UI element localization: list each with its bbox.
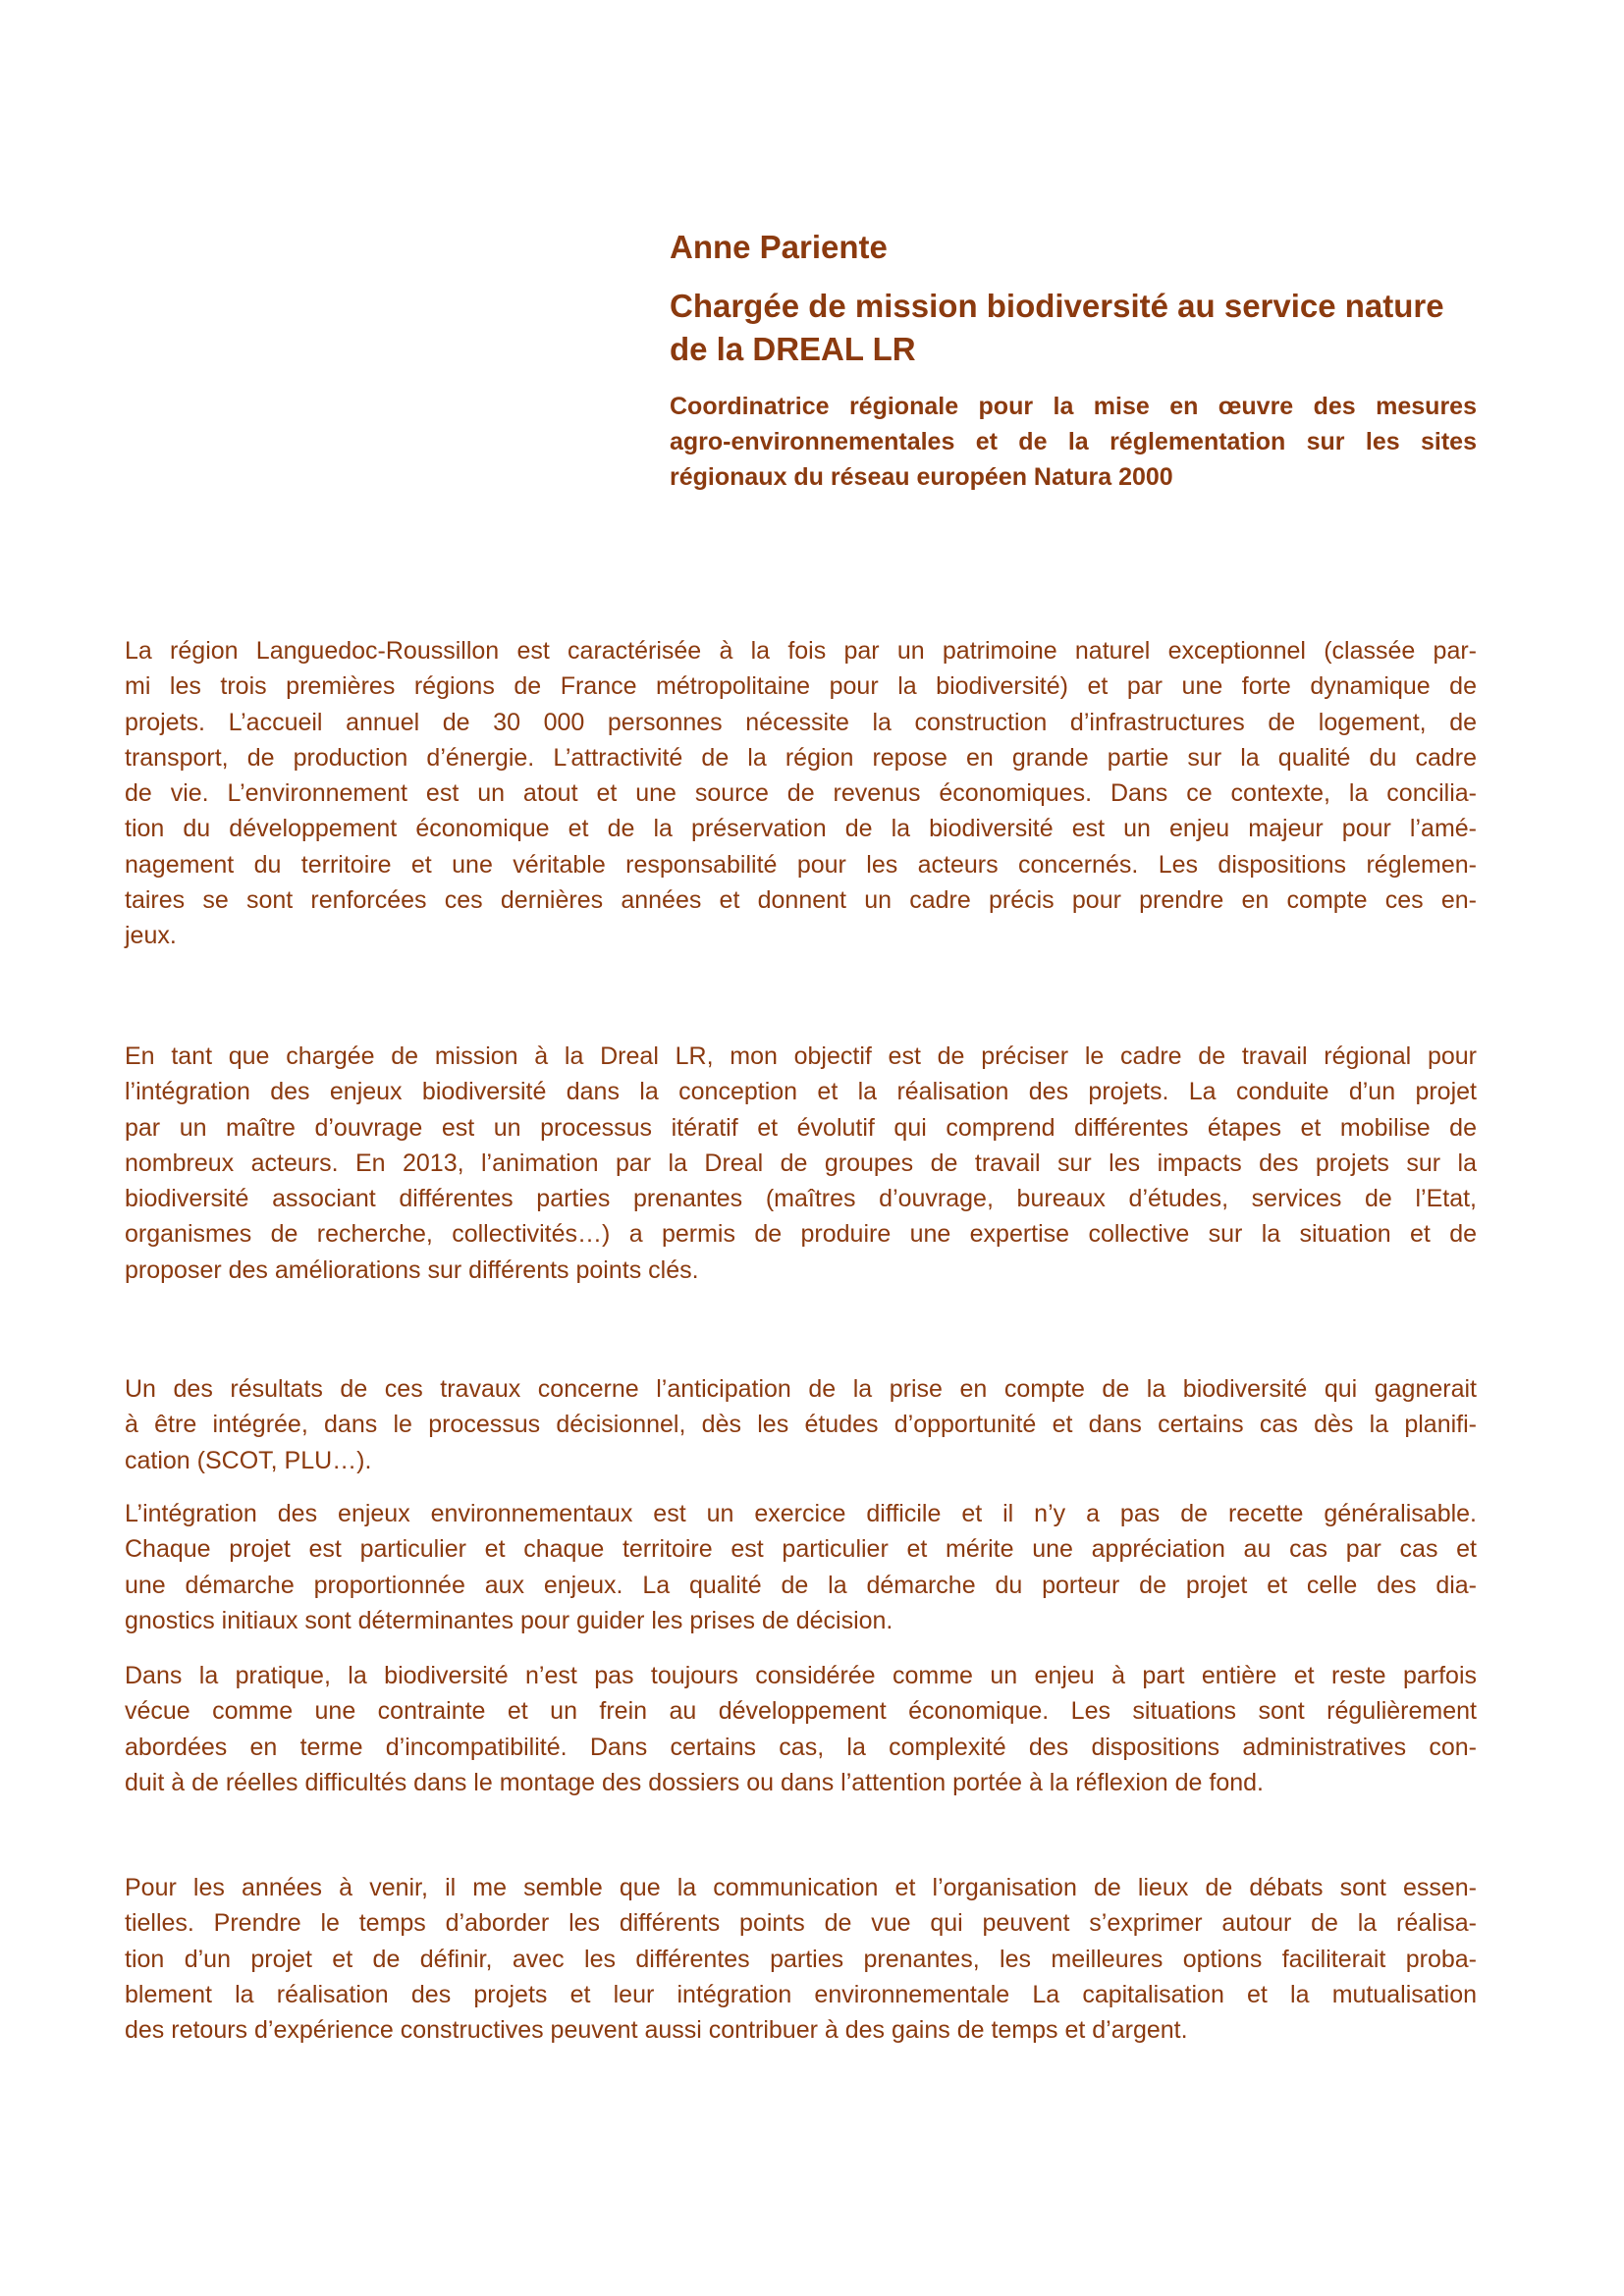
author-header: [670, 228, 1477, 495]
text-line: tielles. Prendre le temps d’aborder les différents points de vue qui peuvent s’exprimer autour de la réalisa-: [125, 1909, 1477, 1938]
paragraph-1: [125, 633, 1477, 954]
text-line: La région Languedoc-Roussillon est caractérisée à la fois par un patrimoine naturel exceptionnel (classée par-: [125, 637, 1477, 665]
paragraph-6: [125, 1870, 1477, 2048]
author-role: [670, 285, 1477, 371]
paragraph-4: [125, 1496, 1477, 1638]
text-line: transport, de production d’énergie. L’attractivité de la région repose en grande partie sur la qualité du cadre: [125, 743, 1477, 772]
author-subtitle: [670, 389, 1477, 495]
text-line: organismes de recherche, collectivités…) a permis de produire une expertise collective sur la situation et de: [125, 1220, 1477, 1249]
text-line: gnostics initiaux sont déterminantes pour guider les prises de décision.: [125, 1606, 893, 1634]
text-line: nombreux acteurs. En 2013, l’animation par la Dreal de groupes de travail sur les impacts des projets sur la: [125, 1148, 1477, 1177]
paragraph-2: [125, 1039, 1477, 1288]
author-role-line: de la DREAL LR: [670, 331, 916, 367]
text-line: projets. L’accueil annuel de 30 000 personnes nécessite la construction d’infrastructures de logement, de: [125, 708, 1477, 736]
text-line: tion d’un projet et de définir, avec les différentes parties prenantes, les meilleures options faciliterait proba-: [125, 1945, 1477, 1973]
text-line: jeux.: [125, 922, 177, 950]
text-line: Pour les années à venir, il me semble que la communication et l’organisation de lieux de débats sont essen-: [125, 1874, 1477, 1901]
text-line: mi les trois premières régions de France métropolitaine pour la biodiversité) et par une forte dynamique de: [125, 672, 1477, 701]
text-line: blement la réalisation des projets et leur intégration environnementale La capitalisation et la mutualisation: [125, 1980, 1477, 2008]
text-line: de vie. L’environnement est un atout et une source de revenus économiques. Dans ce contexte, la concilia-: [125, 779, 1477, 808]
text-line: L’intégration des enjeux environnementaux est un exercice difficile et il n’y a pas de recette généralisable.: [125, 1500, 1477, 1527]
text-line: Chaque projet est particulier et chaque territoire est particulier et mérite une appréciation au cas par cas et: [125, 1535, 1477, 1564]
text-line: nagement du territoire et une véritable responsabilité pour les acteurs concernés. Les dispositions réglemen-: [125, 850, 1477, 879]
text-line: à être intégrée, dans le processus décisionnel, dès les études d’opportunité et dans certains cas dès la planifi-: [125, 1411, 1477, 1439]
text-line: l’intégration des enjeux biodiversité dans la conception et la réalisation des projets. La conduite d’un projet: [125, 1078, 1477, 1106]
text-line: biodiversité associant différentes parties prenantes (maîtres d’ouvrage, bureaux d’études, services de l’Etat,: [125, 1185, 1477, 1213]
text-line: vécue comme une contrainte et un frein au développement économique. Les situations sont régulièrement: [125, 1697, 1477, 1726]
text-line: cation (SCOT, PLU…).: [125, 1446, 372, 1474]
text-line: abordées en terme d’incompatibilité. Dans certains cas, la complexité des dispositions administratives con-: [125, 1733, 1477, 1761]
text-line: En tant que chargée de mission à la Dreal LR, mon objectif est de préciser le cadre de travail régional pour: [125, 1042, 1477, 1070]
text-line: des retours d’expérience constructives peuvent aussi contribuer à des gains de temps et d’argent.: [125, 2016, 1188, 2045]
text-line: tion du développement économique et de la préservation de la biodiversité est un enjeu majeur pour l’amé-: [125, 815, 1477, 843]
author-subtitle-line: agro-environnementales et de la réglementation sur les sites: [670, 428, 1477, 455]
text-line: proposer des améliorations sur différents points clés.: [125, 1255, 699, 1284]
author-name: Anne Pariente: [670, 229, 888, 265]
text-line: Dans la pratique, la biodiversité n’est pas toujours considérée comme un enjeu à part entière et reste parfois: [125, 1662, 1477, 1689]
text-line: duit à de réelles difficultés dans le montage des dossiers ou dans l’attention portée à la réflexion de fond.: [125, 1768, 1264, 1796]
text-line: une démarche proportionnée aux enjeux. La qualité de la démarche du porteur de projet et celle des dia-: [125, 1571, 1477, 1599]
text-line: taires se sont renforcées ces dernières années et donnent un cadre précis pour prendre en compte ces en-: [125, 886, 1477, 915]
author-subtitle-line: régionaux du réseau européen Natura 2000: [670, 463, 1173, 491]
author-role-line: Chargée de mission biodiversité au service nature: [670, 288, 1444, 324]
text-line: Un des résultats de ces travaux concerne l’anticipation de la prise en compte de la biodiversité qui gagnerait: [125, 1375, 1477, 1403]
paragraph-3: [125, 1371, 1477, 1478]
paragraph-5: [125, 1658, 1477, 1800]
text-line: par un maître d’ouvrage est un processus itératif et évolutif qui comprend différentes étapes et mobilise de: [125, 1113, 1477, 1142]
author-subtitle-line: Coordinatrice régionale pour la mise en œuvre des mesures: [670, 393, 1477, 420]
